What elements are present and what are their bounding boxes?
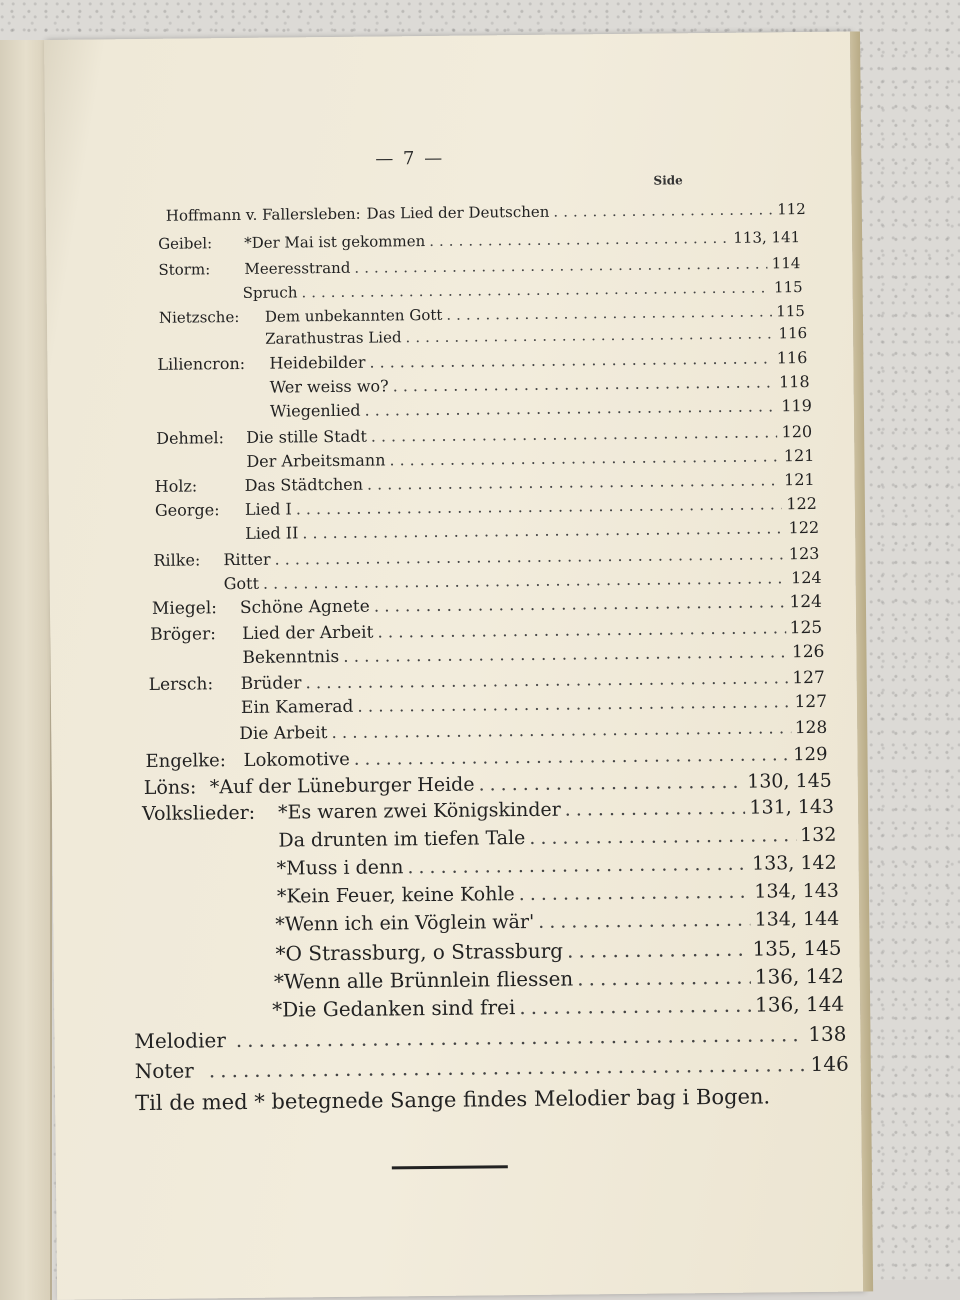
toc-entry <box>166 200 806 225</box>
toc-author: Miegel: <box>151 598 218 619</box>
toc-entry <box>159 324 807 349</box>
toc-page-numbers: 122 <box>788 517 820 538</box>
toc-page-numbers: 127 <box>792 667 825 689</box>
toc-author <box>136 1017 266 1018</box>
toc-title: Ritter <box>223 549 271 570</box>
dot-leader <box>565 797 746 821</box>
toc-entry <box>141 852 837 881</box>
toc-entry <box>134 1022 846 1053</box>
toc-title: Bekenntnis <box>242 646 340 668</box>
dot-leader <box>331 718 791 743</box>
toc-entry <box>155 470 815 496</box>
dot-leader <box>354 744 790 770</box>
toc-entry <box>157 348 807 374</box>
toc-author: Lersch: <box>148 674 214 695</box>
dot-leader <box>377 618 786 642</box>
toc-entry <box>147 718 827 745</box>
toc-author <box>158 393 264 394</box>
toc-page-numbers: 121 <box>783 469 815 490</box>
toc-page-numbers: 115 <box>776 302 805 321</box>
toc-title: Wer weiss wo? <box>269 376 389 397</box>
toc-page-numbers: 136, 144 <box>754 991 845 1017</box>
toc-page-numbers: 127 <box>794 691 828 713</box>
toc-entry <box>150 618 822 645</box>
toc-title: Da drunten im tiefen Tale <box>278 827 526 852</box>
toc-page-numbers: 129 <box>793 743 828 766</box>
toc-author <box>140 961 270 962</box>
toc-page-numbers: 132 <box>799 823 837 847</box>
toc-author <box>142 847 272 848</box>
dot-leader <box>553 200 773 220</box>
dot-leader <box>374 592 786 616</box>
toc-entry <box>159 278 803 303</box>
dot-leader <box>577 965 751 991</box>
toc-entry <box>142 824 836 853</box>
toc-author: Engelke: <box>145 750 226 772</box>
toc-page-numbers: 133, 142 <box>751 851 837 875</box>
left-page-edge <box>0 40 52 1300</box>
dot-leader <box>354 254 768 276</box>
toc-entry <box>139 936 841 967</box>
toc-page-numbers: 135, 145 <box>752 935 842 961</box>
toc-entry <box>138 964 844 995</box>
toc-page-numbers: 134, 143 <box>754 879 840 903</box>
toc-entry <box>152 592 822 619</box>
toc-title: Gott <box>223 573 260 594</box>
dot-leader <box>529 824 796 849</box>
dot-leader <box>209 1052 807 1082</box>
toc-title: Die Arbeit <box>239 723 328 744</box>
toc-title: *Muss i denn <box>276 856 404 880</box>
toc-entry <box>136 992 844 1023</box>
page-number: — 7 — <box>375 147 445 170</box>
toc-title: *Die Gedanken sind frei <box>272 995 516 1022</box>
toc-author <box>154 589 218 590</box>
dot-leader <box>343 642 788 667</box>
dot-leader <box>429 229 729 250</box>
toc-entry <box>156 446 814 472</box>
toc-entry <box>156 422 812 448</box>
dot-leader <box>371 422 778 445</box>
toc-entry <box>149 692 827 719</box>
toc-title: *Auf der Lüneburger Heide <box>209 773 475 799</box>
dot-leader <box>367 470 780 493</box>
toc-page-numbers: 134, 144 <box>754 907 840 931</box>
toc-author: Rilke: <box>153 550 201 570</box>
toc-page-numbers: 115 <box>773 278 803 297</box>
toc-page-numbers: 113, 141 <box>733 228 801 247</box>
toc-author <box>159 298 237 299</box>
toc-page-numbers: 146 <box>810 1051 849 1077</box>
toc-title: Spruch <box>242 283 298 302</box>
toc-entry <box>142 796 834 825</box>
toc-title: Meeresstrand <box>244 258 351 278</box>
dot-leader <box>446 302 772 323</box>
toc-author: Storm: <box>158 260 211 279</box>
toc-author <box>151 663 237 664</box>
book-page <box>44 32 863 1300</box>
toc-author <box>158 417 264 418</box>
toc-author: Geibel: <box>158 234 213 253</box>
dot-leader <box>369 348 773 371</box>
toc-entry <box>150 642 824 669</box>
dot-leader <box>405 324 774 346</box>
toc-entry <box>149 668 825 695</box>
toc-title: *Kein Feuer, keine Kohle <box>276 883 515 908</box>
toc-page-numbers: 128 <box>794 717 828 739</box>
toc-entry <box>141 880 839 909</box>
toc-page-numbers: 121 <box>783 445 815 466</box>
toc-author: Noter <box>134 1058 194 1084</box>
toc-author <box>159 344 259 345</box>
footnote: Til de med * betegnede Sange findes Melodier bag i Bogen. <box>135 1084 771 1116</box>
side-column-label: Side <box>653 173 683 188</box>
dot-leader <box>393 372 776 395</box>
dot-leader <box>538 909 751 933</box>
toc-entry <box>145 744 827 772</box>
toc-entry <box>158 228 800 253</box>
toc-page-numbers: 114 <box>771 254 801 273</box>
toc-page-numbers: 123 <box>788 543 820 564</box>
toc-entry <box>144 770 832 799</box>
toc-page-numbers: 131, 143 <box>749 795 835 819</box>
toc-title: Zarathustras Lied <box>265 328 402 348</box>
dot-leader <box>407 853 748 879</box>
toc-author: Melodier <box>134 1028 226 1054</box>
toc-entry <box>135 1052 849 1083</box>
toc-page-numbers: 136, 142 <box>754 963 844 989</box>
toc-author: Löns: <box>143 776 197 799</box>
toc-page-numbers: 122 <box>786 493 817 514</box>
toc-title: Brüder <box>240 673 302 694</box>
toc-entry <box>155 518 819 544</box>
toc-page-numbers: 130, 145 <box>747 769 832 793</box>
toc-author <box>138 989 268 990</box>
toc-title: Die stille Stadt <box>246 426 367 447</box>
toc-author: Hoffmann v. Fallersleben: <box>165 204 361 225</box>
toc-entry <box>139 908 839 937</box>
dot-leader <box>519 881 751 905</box>
toc-author <box>141 875 271 876</box>
toc-page-numbers: 124 <box>789 591 823 613</box>
toc-author <box>139 931 269 932</box>
toc-author: Nietzsche: <box>158 307 240 327</box>
toc-title: Wiegenlied <box>269 400 361 421</box>
toc-title: Der Arbeitsmann <box>246 450 386 471</box>
toc-page-numbers: 116 <box>776 348 808 368</box>
toc-title: *Der Mai ist gekommen <box>244 232 426 252</box>
toc-page-numbers: 125 <box>789 617 823 639</box>
toc-page-numbers: 138 <box>808 1021 847 1047</box>
toc-entry <box>158 372 810 398</box>
dot-leader <box>519 993 751 1019</box>
toc-title: Ein Kamerad <box>240 696 354 718</box>
toc-page-numbers: 120 <box>781 421 813 442</box>
toc-title: Lied II <box>245 523 299 543</box>
toc-entry <box>154 568 822 594</box>
dot-leader <box>305 668 788 693</box>
toc-author <box>155 539 239 540</box>
dot-leader <box>478 771 743 796</box>
toc-title: Lied I <box>244 499 292 519</box>
toc-author <box>141 903 271 904</box>
toc-title: *Wenn ich ein Vöglein wär' <box>275 910 535 936</box>
toc-title: Das Städtchen <box>244 474 364 495</box>
toc-entry <box>159 302 805 327</box>
toc-page-numbers: 126 <box>791 641 825 663</box>
toc-entry <box>158 254 800 279</box>
toc-page-numbers: 119 <box>781 395 812 416</box>
toc-author: Liliencron: <box>157 353 246 374</box>
toc-author: Holz: <box>154 476 198 496</box>
toc-title: Schöne Agnete <box>239 596 370 618</box>
toc-title: *O Strassburg, o Strassburg <box>275 938 564 966</box>
toc-title: Dem unbekannten Gott <box>264 305 443 326</box>
dot-leader <box>567 937 749 963</box>
dot-leader <box>302 518 784 542</box>
toc-entry <box>155 494 817 520</box>
toc-page-numbers: 118 <box>778 372 810 392</box>
toc-author <box>156 467 240 468</box>
dot-leader <box>296 494 783 518</box>
toc-title: *Es waren zwei Königskinder <box>277 798 561 824</box>
toc-author <box>149 713 235 714</box>
toc-entry <box>153 544 819 570</box>
toc-title: Lokomotive <box>243 748 350 771</box>
toc-author <box>147 739 233 740</box>
toc-author: Bröger: <box>150 624 216 645</box>
dot-leader <box>357 692 790 717</box>
toc-page-numbers: 116 <box>778 324 808 343</box>
dot-leader <box>301 278 770 301</box>
dot-leader <box>389 446 780 469</box>
toc-title: Das Lied der Deutschen <box>366 202 550 223</box>
toc-title: *Wenn alle Brünnlein fliessen <box>273 966 574 994</box>
toc-author: George: <box>154 500 220 520</box>
toc-entry <box>158 396 812 422</box>
toc-page-numbers: 124 <box>791 567 822 588</box>
dot-leader <box>365 396 778 419</box>
toc-author: Dehmel: <box>156 428 225 448</box>
dot-leader <box>263 568 787 592</box>
toc-page-numbers: 112 <box>777 200 806 219</box>
toc-title: Heidebilder <box>269 352 366 373</box>
dot-leader <box>236 1022 805 1052</box>
toc-author: Volkslieder: <box>141 801 256 826</box>
toc-title: Lied der Arbeit <box>242 622 374 644</box>
dot-leader <box>274 544 784 568</box>
